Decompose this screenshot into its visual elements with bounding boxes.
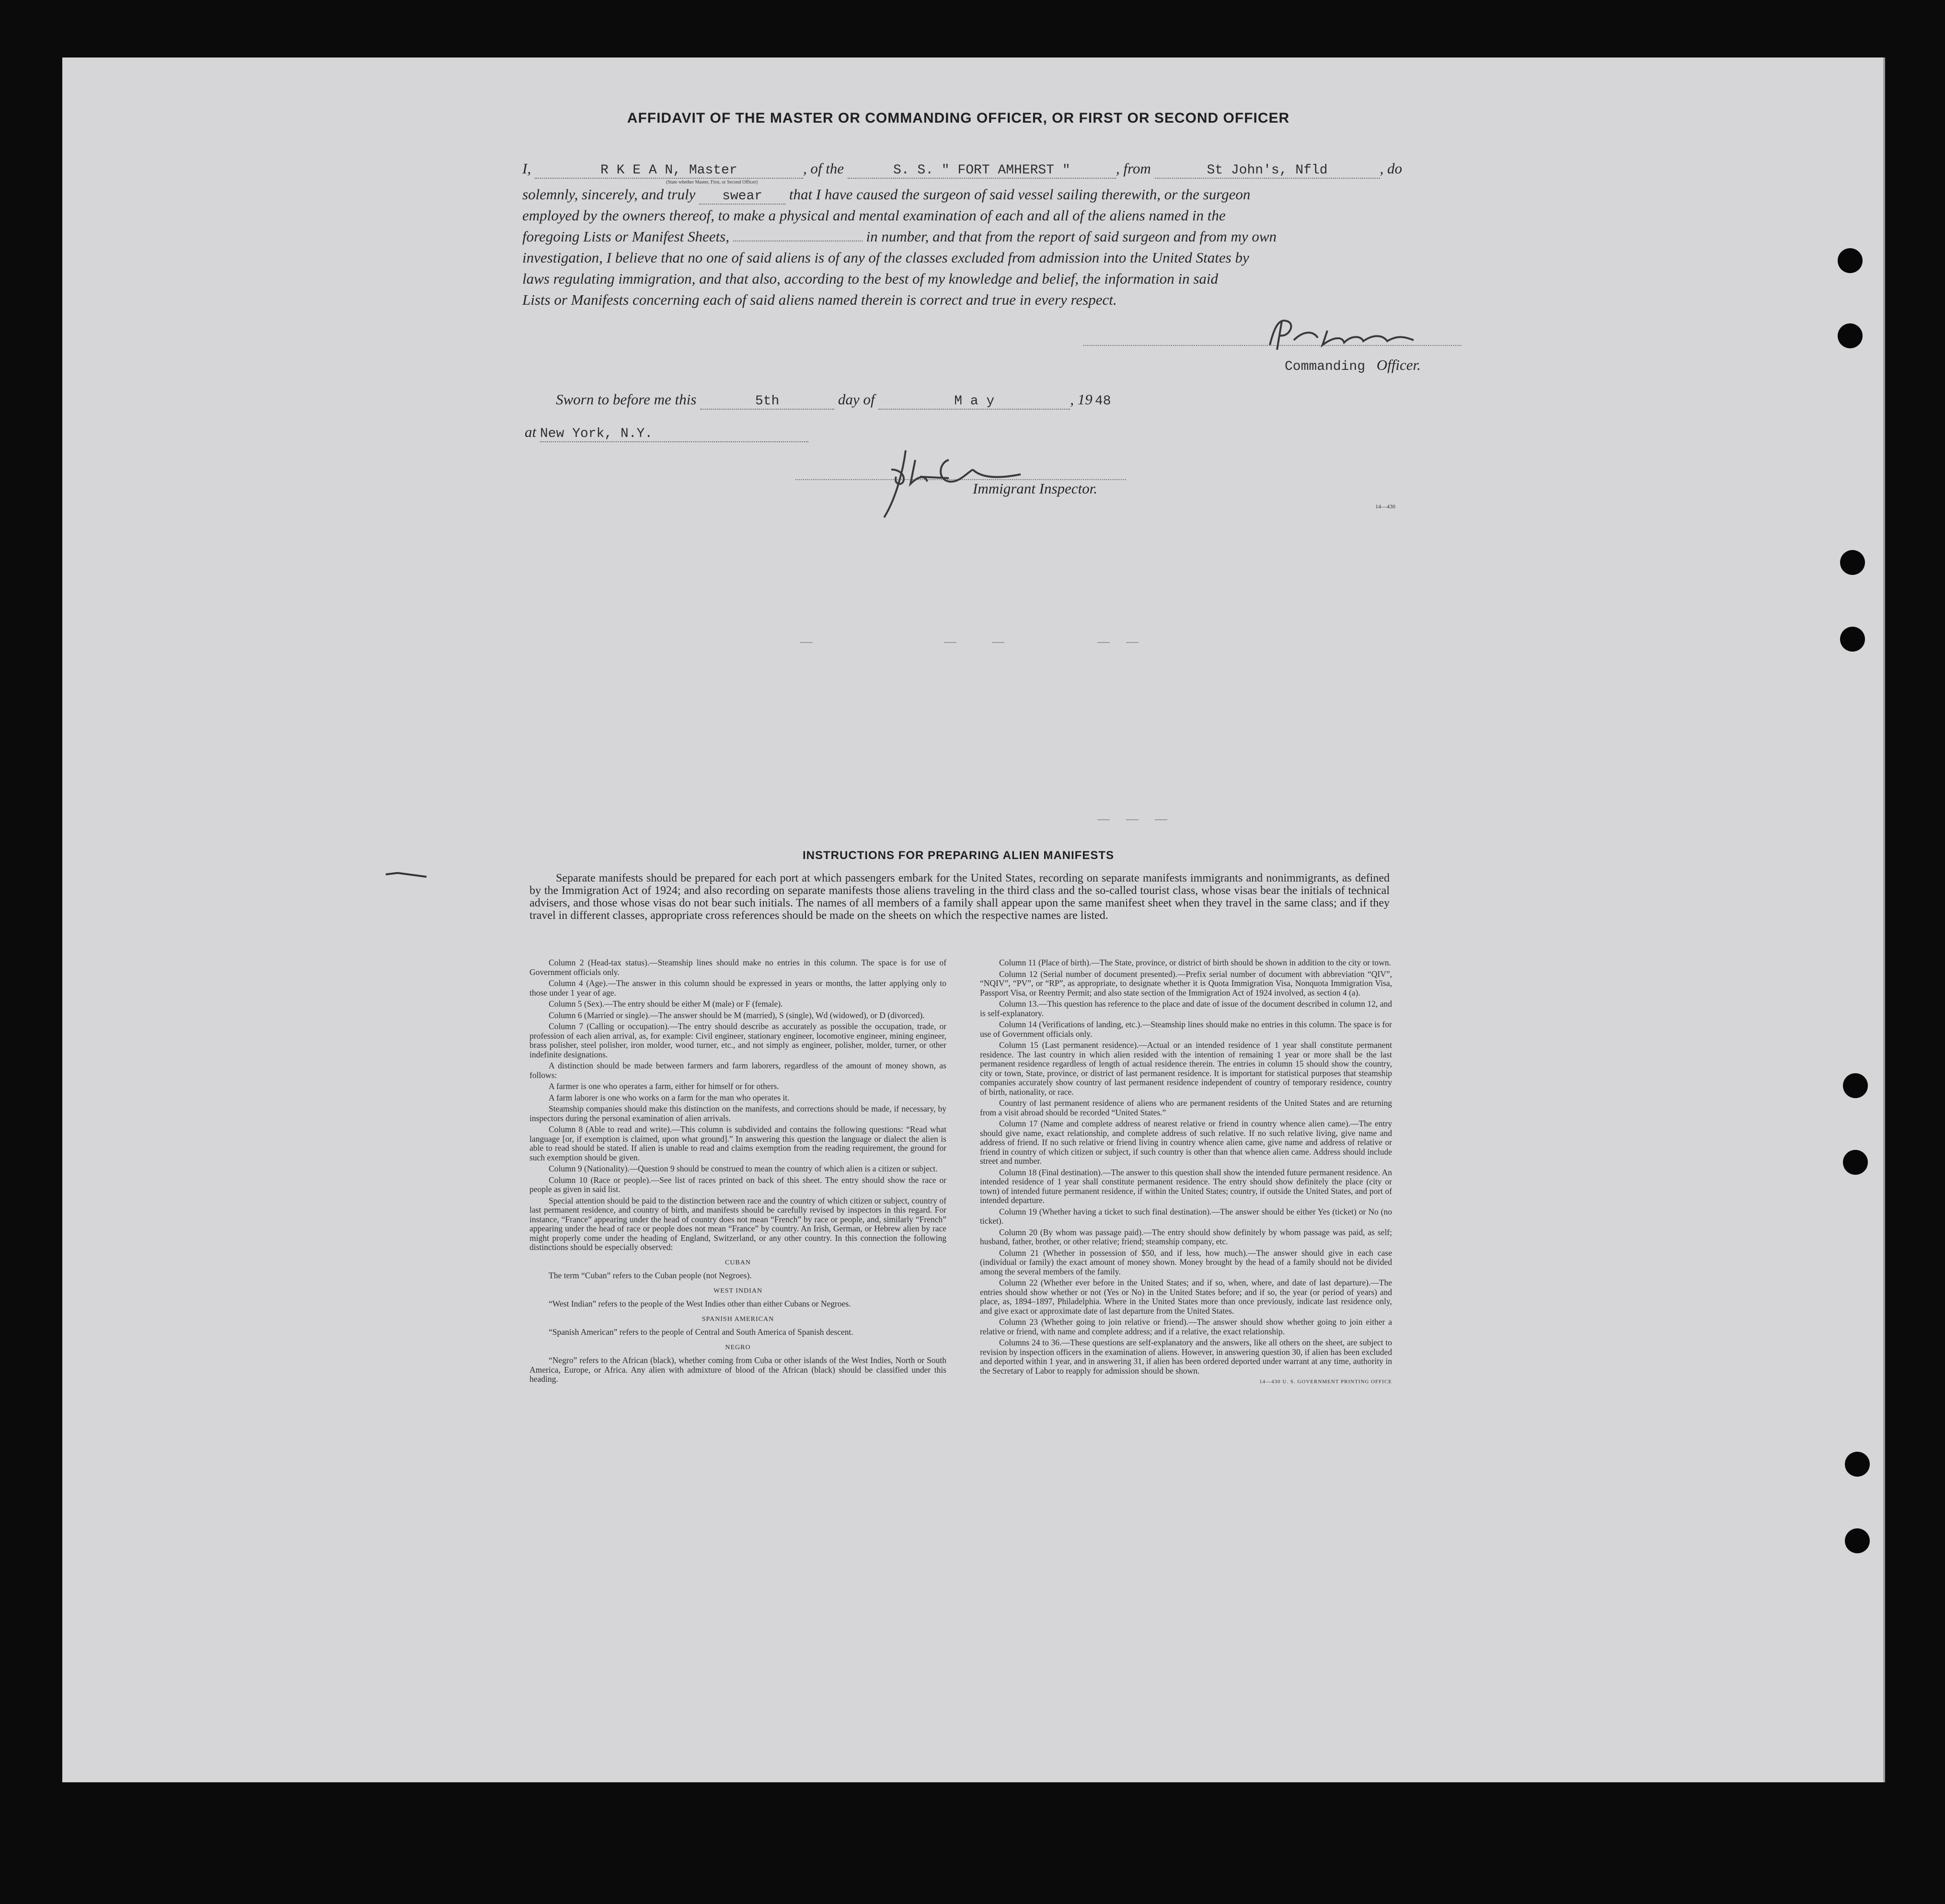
instruction-paragraph: The term “Cuban” refers to the Cuban people (not Negroes). bbox=[549, 1271, 752, 1280]
instruction-paragraph: Column 8 (Able to read and write).—This column is subdivided and contains the following questions: “Read what language [or, if exemption is claimed, upon what ground].” In answering this question the language or dialect the alien is able to read should be stated. If alien is unable to read and claims exemption from the reading requirement, the ground for such exemption should be given. bbox=[529, 1124, 946, 1162]
instruction-paragraph: Column 9 (Nationality).—Question 9 should be construed to mean the country of which alien is a citizen or subject. bbox=[549, 1164, 938, 1173]
instruction-paragraph: “Spanish American” refers to the people of Central and South America of Spanish descent. bbox=[549, 1327, 853, 1337]
section-heading-cuban: CUBAN bbox=[725, 1259, 751, 1266]
instructions-intro: Separate manifests should be prepared for each port at which passengers embark for the United States, recording on separate manifests immigrants and nonimmigrants, as defined by the Immigration Act of 1924; and also recording on separate manifests those aliens traveling in the third class and the so-called tourist class, whose visas bear the initials of technical advisers, and those whose visas do not bear such initials. The names of all members of a family shall appear upon the same manifest sheet when they travel in the same class; and if they travel in different classes, appropriate cross references should be made on the sheets on which the respective names are listed. bbox=[529, 872, 1390, 922]
form-number: 14—430 bbox=[1375, 503, 1395, 510]
affidavit-line-3: employed by the owners thereof, to make a physical and mental examination of each and all of the aliens named in the bbox=[522, 207, 1226, 224]
binder-hole bbox=[1843, 1073, 1868, 1098]
printing-office-footer: 14—430 U. S. GOVERNMENT PRINTING OFFICE bbox=[1259, 1379, 1392, 1385]
instruction-paragraph: Column 18 (Final destination).—The answer to this question shall show the intended future permanent residence. An intended residence of 1 year shall constitute permanent residence. The entry should show definitely the place (city or town) of intended future permanent residence, if within the United States; country, if outside the United States, and port of intended departure. bbox=[980, 1167, 1392, 1205]
affidavit-line-5: investigation, I believe that no one of said aliens is of any of the classes excluded from admission into the United States by bbox=[522, 249, 1249, 266]
instruction-paragraph: Special attention should be paid to the distinction between race and the country of which citizen or subject, country of last permanent residence, and country of birth, and manifests should be carefully revised by inspectors in this regard. For instance, “France” appearing under the head of country does not mean “French” by race or people, and, similarly “French” appearing under the head of race or people does not mean “France” by country. An Irish, German, or Hebrew alien by race might properly come under the heading of England, Switzerland, or any other country. In this connection the following distinctions should be especially observed: bbox=[529, 1195, 946, 1252]
instruction-paragraph: Column 11 (Place of birth).—The State, province, or district of birth should be shown in addition to the city or town. bbox=[999, 958, 1391, 967]
instruction-paragraph: “West Indian” refers to the people of the West Indies other than either Cubans or Negroes. bbox=[549, 1299, 851, 1308]
instruction-paragraph: Column 17 (Name and complete address of nearest relative or friend in country whence alien came).—The entry should give name, exact relationship, and complete address of such relative. If no such relative living, give name and address of friend. If no such relative or friend living in country whence alien came, give name and address of relative or friend in country of which citizen or subject, if such country is other than that whence alien came. Address should include street and number. bbox=[980, 1119, 1392, 1166]
instruction-paragraph: A farmer is one who operates a farm, either for himself or for others. bbox=[549, 1081, 779, 1091]
instruction-paragraph: A farm laborer is one who works on a farm for the man who operates it. bbox=[549, 1092, 790, 1102]
master-signature-text: R. Kean bbox=[1260, 311, 1262, 312]
instruction-paragraph: Steamship companies should make this distinction on the manifests, and corrections should be made, if necessary, by inspectors during the personal examination of alien arrivals. bbox=[529, 1104, 946, 1123]
instruction-paragraph: Column 6 (Married or single).—The answer should be M (married), S (single), Wd (widowed), or D (divorced). bbox=[549, 1010, 925, 1020]
faint-mark bbox=[1126, 819, 1139, 820]
faint-mark bbox=[1097, 819, 1110, 820]
instruction-paragraph: Column 22 (Whether ever before in the United States; and if so, when, where, and date of last departure).—The entries should show whether or not (Yes or No) in the United States before; and if so, the year (or period of years) and place, as, 1894–1897, Philadelphia. Where in the United States more than once previously, indicate last residence only, and give exact or approximate date of last departure from the United States. bbox=[980, 1278, 1392, 1316]
sworn-day-field: 5th bbox=[700, 394, 834, 410]
faint-mark bbox=[1155, 819, 1167, 820]
binder-hole bbox=[1843, 1150, 1868, 1175]
section-heading-spanish-american: SPANISH AMERICAN bbox=[702, 1315, 774, 1323]
affidavit-line-4: foregoing Lists or Manifest Sheets, in number, and that from the report of said surgeon and from my own bbox=[522, 228, 1277, 245]
faint-mark bbox=[1097, 642, 1110, 643]
instruction-paragraph: “Negro” refers to the African (black), whether coming from Cuba or other islands of the West Indies, North or South America, Europe, or Africa. Any alien with admixture of blood of the African (black) should be classified under this heading. bbox=[529, 1355, 946, 1384]
instruction-paragraph: Column 21 (Whether in possession of $50, and if less, how much).—The answer should give in each case (individual or family) the exact amount of money shown. Money brought by the head of a family should not be divided among the several members of the family. bbox=[980, 1248, 1392, 1276]
instruction-paragraph: Column 7 (Calling or occupation).—The entry should describe as accurately as possible the occupation, trade, or profession of each alien arrival, as, for example: Civil engineer, stationary engineer, locomotive engineer, mining engineer, brass polisher, steel polisher, iron molder, wood turner, etc., and not simply as engineer, polisher, molder, turner, or other indefinite designations. bbox=[529, 1021, 946, 1059]
instruction-paragraph: A distinction should be made between farmers and farm laborers, regardless of the amount of money shown, as follows: bbox=[529, 1061, 946, 1080]
binder-hole bbox=[1838, 248, 1863, 273]
instruction-paragraph: Column 14 (Verifications of landing, etc.).—Steamship lines should make no entries in this column. The space is for use of Government officials only. bbox=[980, 1020, 1392, 1039]
instructions-title: INSTRUCTIONS FOR PREPARING ALIEN MANIFESTS bbox=[802, 849, 1114, 862]
oath-field: swear bbox=[699, 189, 785, 205]
officer-title-field: Commanding bbox=[1284, 359, 1366, 374]
ship-name-field: S. S. " FORT AMHERST " bbox=[848, 163, 1116, 179]
instructions-left-column bbox=[529, 958, 946, 1386]
instruction-paragraph: Column 10 (Race or people).—See list of races printed on back of this sheet. The entry should show the race or people as given in said list. bbox=[529, 1175, 946, 1194]
section-heading-negro: NEGRO bbox=[725, 1343, 751, 1351]
sworn-line: Sworn to before me this 5th day of M a y , 19 48 bbox=[556, 389, 1114, 410]
instruction-paragraph: Country of last permanent residence of aliens who are permanent residents of the United States and are returning from a visit abroad should be recorded “United States.” bbox=[980, 1098, 1392, 1117]
affidavit-line-1: I, R K E A N, Master , of the S. S. " FORT AMHERST " , from St John's, Nfld , do bbox=[522, 160, 1402, 178]
faint-mark bbox=[800, 642, 813, 643]
faint-mark bbox=[992, 642, 1004, 643]
instruction-paragraph: Columns 24 to 36.—These questions are self-explanatory and the answers, like all others on the sheet, are subject to revision by inspection officers in the examination of aliens. However, in answering question 30, if alien has been excluded and deported within 1 year, and in answering 31, if alien has been ordered deported under warrant at any time, authority in the Secretary of Labor to reapply for admission should be shown. bbox=[980, 1338, 1392, 1376]
faint-mark bbox=[1126, 642, 1139, 643]
affidavit-line-6: laws regulating immigration, and that also, according to the best of my knowledge and belief, the information in said bbox=[522, 270, 1219, 287]
instruction-paragraph: Column 15 (Last permanent residence).—Actual or an intended residence of 1 year shall constitute permanent residence. The last country in which alien resided with the intention of remaining 1 year or more shall be the last permanent residence regardless of length of actual residence therein. The entries in column 15 should show the country, city or town, State, province, or district of last permanent residence. It is important for statistical purposes that steamship companies accurately show country of last permanent residence independent of country of temporary residence, country of birth, nationality, or race. bbox=[980, 1040, 1392, 1097]
inspector-title: Immigrant Inspector. bbox=[973, 480, 1098, 497]
master-signature bbox=[1260, 311, 1462, 355]
instruction-paragraph: Column 4 (Age).—The answer in this column should be expressed in years or months, the latter applying only to those under 1 year of age. bbox=[529, 978, 946, 998]
affidavit-title: AFFIDAVIT OF THE MASTER OR COMMANDING OFFICER, OR FIRST OR SECOND OFFICER bbox=[627, 110, 1290, 126]
officer-rank-note: (State whether Master, First, or Second Officer) bbox=[666, 180, 758, 185]
instruction-paragraph: Column 12 (Serial number of document presented).—Prefix serial number of document with abbreviation “QIV”, “NQIV”, “PV”, or “RP”, as appropriate, to designate whether it is Quota Immigration Visa, Nonquota Immigration Visa, Passport Visa, or Reentry Permit; and also state section of the Immigration Act of 1924 involved, as section 4 (a). bbox=[980, 969, 1392, 998]
officer-title-line: Commanding Officer. bbox=[1277, 355, 1421, 376]
faint-mark bbox=[944, 642, 956, 643]
instruction-paragraph: Column 5 (Sex).—The entry should be either M (male) or F (female). bbox=[549, 999, 783, 1009]
instruction-paragraph: Column 23 (Whether going to join relative or friend).—The answer should show whether going to join either a relative or friend, with name and complete address; and if a relative, the exact relationship. bbox=[980, 1317, 1392, 1336]
sworn-month-field: M a y bbox=[878, 394, 1070, 410]
section-heading-west-indian: WEST INDIAN bbox=[713, 1287, 763, 1295]
binder-hole bbox=[1838, 323, 1863, 348]
binder-hole bbox=[1845, 1452, 1870, 1477]
instruction-paragraph: Column 20 (By whom was passage paid).—The entry should show definitely by whom passage was paid, as self; husband, father, brother, or other relative; friend; steamship company, etc. bbox=[980, 1227, 1392, 1246]
port-field: St John's, Nfld bbox=[1155, 163, 1380, 179]
instruction-paragraph: Column 19 (Whether having a ticket to such final destination).—The answer should be either Yes (ticket) or No (no ticket). bbox=[980, 1206, 1392, 1226]
affidavit-line-7: Lists or Manifests concerning each of said aliens named therein is correct and true in every respect. bbox=[522, 291, 1117, 308]
manifest-sheet bbox=[62, 57, 1885, 1782]
officer-name-field: R K E A N, Master bbox=[535, 163, 803, 179]
affidavit-line-2: solemnly, sincerely, and truly swear that I have caused the surgeon of said vessel sailing therewith, or the surgeon bbox=[522, 186, 1251, 204]
place-field: New York, N.Y. bbox=[540, 427, 808, 442]
place-line: at New York, N.Y. bbox=[525, 422, 808, 443]
binder-hole bbox=[1840, 627, 1865, 652]
stray-pen-mark bbox=[383, 867, 431, 882]
instruction-paragraph: Column 2 (Head-tax status).—Steamship lines should make no entries in this column. The space is for use of Government officials only. bbox=[529, 958, 946, 977]
instructions-right-column bbox=[980, 958, 1392, 1387]
binder-hole bbox=[1840, 550, 1865, 575]
instruction-paragraph: Column 13.—This question has reference to the place and date of issue of the document described in column 12, and is self-explanatory. bbox=[980, 999, 1392, 1018]
binder-hole bbox=[1845, 1528, 1870, 1553]
sworn-year-field: 48 bbox=[1094, 394, 1111, 409]
